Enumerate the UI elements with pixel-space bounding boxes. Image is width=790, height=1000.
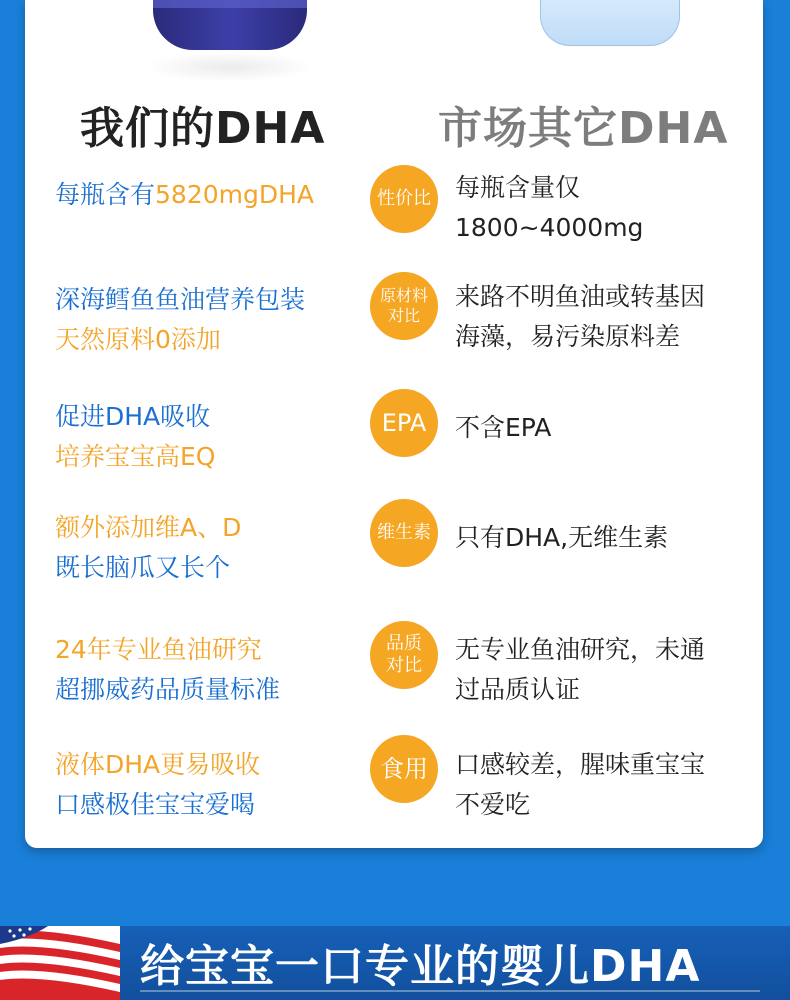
row-1-right-line-1: 每瓶含量仅	[455, 173, 581, 202]
row-6-right-line-1: 口感较差，腥味重宝宝	[455, 750, 706, 779]
badge-quality-line-2: 对比	[386, 655, 422, 676]
row-5-right	[455, 630, 755, 710]
row-1-left	[55, 175, 314, 215]
row-2-right-line-1: 来路不明鱼油或转基因	[455, 282, 706, 311]
row-3-left-line-2: 培养宝宝高EQ	[55, 442, 216, 471]
other-bottle-image	[540, 0, 680, 46]
row-6-left-line-1: 液体DHA更易吸收	[55, 750, 261, 779]
badge-materials-line-1: 原材料	[379, 286, 428, 305]
row-5-left-line-2: 超挪威药品质量标准	[55, 675, 281, 704]
badge-epa	[370, 389, 438, 457]
row-3-left-line-1: 促进DHA吸收	[55, 402, 211, 431]
row-2-right	[455, 277, 755, 357]
row-5-right-line-1: 无专业鱼油研究，未通	[455, 635, 706, 664]
row-4-left-line-1: 额外添加维A、D	[55, 513, 242, 542]
row-1-left-part-1: 每瓶含有	[55, 180, 156, 209]
row-2-left-line-1: 深海鳕鱼鱼油营养包装	[55, 285, 306, 314]
badge-quality	[370, 621, 438, 689]
banner-underline	[140, 990, 760, 992]
badge-epa-label: EPA	[381, 409, 427, 437]
our-bottle-image	[153, 0, 307, 50]
us-flag-icon	[0, 926, 120, 1000]
bottle-shadow	[145, 52, 315, 82]
badge-taste-label: 食用	[380, 755, 428, 783]
badge-vitamin-label: 维生素	[377, 522, 431, 543]
badge-taste	[370, 735, 438, 803]
row-4-right-line-1: 只有DHA,无维生素	[455, 523, 669, 552]
heading-others: 市场其它DHA	[438, 103, 729, 154]
heading-ours: 我们的DHA	[80, 103, 326, 154]
row-5-right-line-2: 过品质认证	[455, 675, 581, 704]
row-6-left	[55, 745, 260, 825]
row-1-right	[455, 168, 755, 248]
badge-value	[370, 165, 438, 233]
row-5-left-line-1: 24年专业鱼油研究	[55, 635, 262, 664]
row-4-left	[55, 508, 241, 588]
row-6-right-line-2: 不爱吃	[455, 790, 531, 819]
row-3-right-line-1: 不含EPA	[455, 413, 552, 442]
badge-quality-line-1: 品质	[386, 633, 422, 654]
row-2-left	[55, 280, 305, 360]
row-1-left-part-2: 5820mgDHA	[155, 180, 315, 209]
banner-slogan: 给宝宝一口专业的婴儿DHA	[140, 941, 701, 992]
row-4-right	[455, 518, 755, 558]
row-6-right	[455, 745, 755, 825]
row-2-right-line-2: 海藻，易污染原料差	[455, 322, 681, 351]
row-3-right	[455, 408, 755, 448]
row-6-left-line-2: 口感极佳宝宝爱喝	[55, 790, 256, 819]
badge-value-label: 性价比	[377, 188, 431, 209]
row-2-left-line-2: 天然原料0添加	[55, 325, 221, 354]
badge-materials	[370, 272, 438, 340]
row-1-right-line-2: 1800~4000mg	[455, 213, 644, 242]
row-3-left	[55, 397, 215, 477]
row-5-left	[55, 630, 280, 710]
badge-vitamin	[370, 499, 438, 567]
row-4-left-line-2: 既长脑瓜又长个	[55, 553, 231, 582]
badge-materials-line-2: 对比	[387, 306, 420, 325]
